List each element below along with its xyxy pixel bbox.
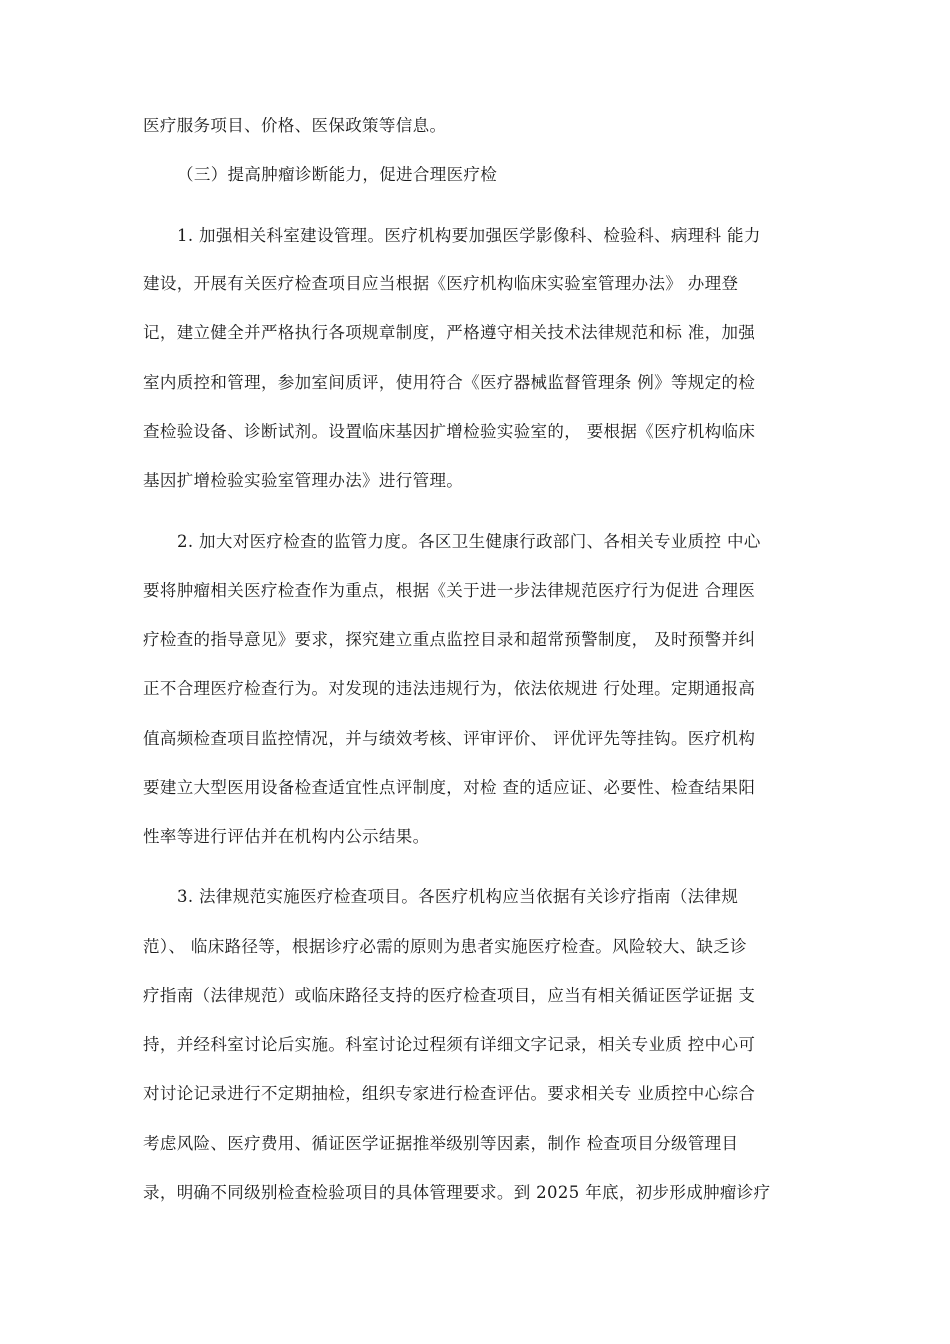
text-line: 要建立大型医用设备检查适宜性点评制度，对检 查的适应证、必要性、检查结果阳: [143, 778, 756, 797]
text-line: 要将肿瘤相关医疗检查作为重点，根据《关于进一步法律规范医疗行为促进 合理医: [143, 581, 756, 600]
text-line: 记，建立健全并严格执行各项规章制度，严格遵守相关技术法律规范和标 准，加强: [143, 323, 756, 342]
text-line: 持，并经科室讨论后实施。科室讨论过程须有详细文字记录，相关专业质 控中心可: [143, 1035, 756, 1054]
text-line: 基因扩增检验实验室管理办法》进行管理。: [143, 471, 464, 490]
text-line: 范）、 临床路径等，根据诊疗必需的原则为患者实施医疗检查。风险较大、缺乏诊: [143, 937, 747, 956]
text-line: 疗检查的指导意见》要求，探究建立重点监控目录和超常预警制度， 及时预警并纠: [143, 630, 756, 649]
text-line: 2. 加大对医疗检查的监管力度。各区卫生健康行政部门、各相关专业质控 中心: [177, 532, 761, 551]
section-heading: （三）提高肿瘤诊断能力，促进合理医疗检: [177, 165, 498, 184]
text-line: 3. 法律规范实施医疗检查项目。各医疗机构应当依据有关诊疗指南（法律规: [177, 887, 739, 906]
text-line: 疗指南（法律规范）或临床路径支持的医疗检查项目，应当有相关循证医学证据 支: [143, 986, 756, 1005]
text-line: 医疗服务项目、价格、医保政策等信息。: [143, 116, 447, 135]
text-line: 建设，开展有关医疗检查项目应当根据《医疗机构临床实验室管理办法》 办理登: [143, 274, 739, 293]
text-line: 对讨论记录进行不定期抽检，组织专家进行检查评估。要求相关专 业质控中心综合: [143, 1084, 756, 1103]
text-line: 1. 加强相关科室建设管理。医疗机构要加强医学影像科、检验科、病理科 能力: [177, 226, 761, 245]
text-line: 性率等进行评估并在机构内公示结果。: [143, 827, 430, 846]
text-line: 正不合理医疗检查行为。对发现的违法违规行为，依法依规进 行处理。定期通报高: [143, 679, 756, 698]
text-line: 录，明确不同级别检查检验项目的具体管理要求。到 2025 年底，初步形成肿瘤诊疗: [143, 1183, 771, 1202]
text-line: 室内质控和管理，参加室间质评，使用符合《医疗器械监督管理条 例》等规定的检: [143, 373, 756, 392]
text-line: 考虑风险、医疗费用、循证医学证据推举级别等因素，制作 检查项目分级管理目: [143, 1134, 739, 1153]
text-line: 值高频检查项目监控情况，并与绩效考核、评审评价、 评优评先等挂钩。医疗机构: [143, 729, 756, 748]
text-line: 查检验设备、诊断试剂。设置临床基因扩增检验实验室的， 要根据《医疗机构临床: [143, 422, 756, 441]
